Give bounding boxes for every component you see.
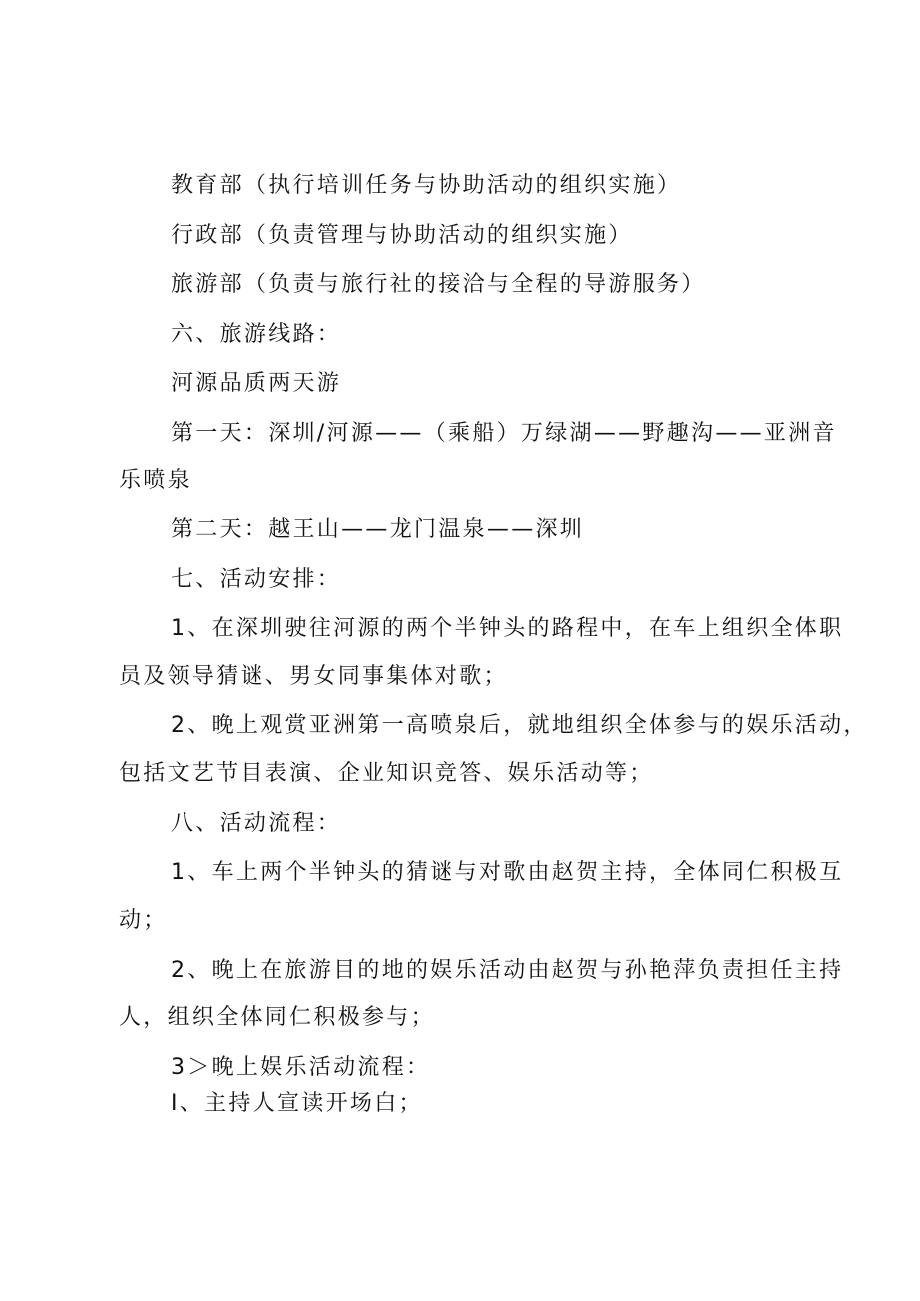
arrangement-item-2: 2、晚上观赏亚洲第一高喷泉后，就地组织全体参与的娱乐活动，: [171, 713, 868, 738]
department-tourism: 旅游部（负责与旅行社的接洽与全程的导游服务）: [171, 272, 706, 297]
process-item-1: 1、车上两个半钟头的猜谜与对歌由赵贺主持，全体同仁积极互: [171, 860, 844, 885]
day-one-itinerary: 第一天：深圳/河源——（乘船）万绿湖——野趣沟——亚洲音: [171, 421, 837, 446]
arrangement-item-1-continued: 员及领导猜谜、男女同事集体对歌；: [119, 664, 508, 689]
department-education: 教育部（执行培训任务与协助活动的组织实施）: [171, 173, 682, 198]
process-item-2-continued: 人，组织全体同仁积极参与；: [119, 1005, 435, 1030]
process-item-2: 2、晚上在旅游目的地的娱乐活动由赵贺与孙艳萍负责担任主持: [171, 958, 844, 983]
section-heading-process: 八、活动流程：: [171, 811, 342, 836]
department-administration: 行政部（负责管理与协助活动的组织实施）: [171, 223, 633, 248]
process-item-3: 3＞晚上娱乐活动流程：: [171, 1055, 431, 1080]
route-name: 河源品质两天游: [171, 371, 342, 396]
section-heading-arrangement: 七、活动安排：: [171, 567, 342, 592]
arrangement-item-1: 1、在深圳驶往河源的两个半钟头的路程中，在车上组织全体职: [171, 616, 844, 641]
day-two-itinerary: 第二天：越王山——龙门温泉——深圳: [171, 517, 585, 542]
process-subitem-1: I、主持人宣读开场白；: [171, 1091, 423, 1116]
day-one-itinerary-continued: 乐喷泉: [119, 468, 192, 493]
process-item-1-continued: 动；: [119, 908, 168, 933]
arrangement-item-2-continued: 包括文艺节目表演、企业知识竞答、娱乐活动等；: [119, 761, 654, 786]
section-heading-route: 六、旅游线路：: [171, 322, 342, 347]
